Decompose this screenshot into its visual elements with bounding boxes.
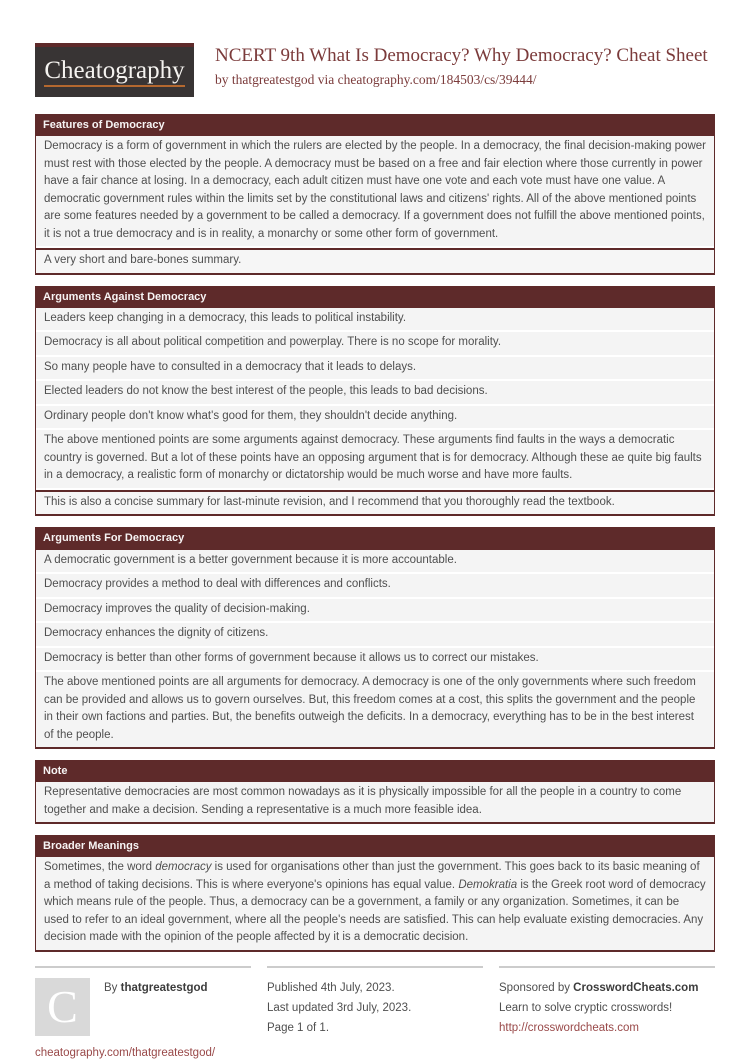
cheatography-logo-text: Cheatography	[44, 58, 184, 87]
card-row: Democracy enhances the dignity of citizens.	[36, 623, 714, 646]
card-row: Representative democracies are most common nowadays as it is physically impossible for all the people in a country to come together and make a decision. Sending a representative is a much more feasible idea.	[36, 782, 714, 822]
card-row: A democratic government is a better government because it is more accountable.	[36, 550, 714, 573]
section-body	[35, 308, 715, 517]
card-note-row: A very short and bare-bones summary.	[36, 248, 714, 273]
card-row: Ordinary people don't know what's good for them, they shouldn't decide anything.	[36, 406, 714, 429]
section-header: Arguments For Democracy	[35, 527, 715, 549]
card-row: Elected leaders do not know the best interest of the people, this leads to bad decisions.	[36, 381, 714, 404]
card-row: Democracy is all about political competition and powerplay. There is no scope for morality.	[36, 332, 714, 355]
card-row: Democracy is better than other forms of government because it allows us to correct our mistakes.	[36, 648, 714, 671]
card-arguments-for-democracy	[35, 527, 715, 749]
cheatography-logo[interactable]	[35, 43, 194, 97]
header	[35, 43, 715, 97]
sheet-url-link[interactable]: cheatography.com/184503/cs/39444/	[337, 71, 537, 87]
sponsor-tagline: Learn to solve cryptic crosswords!	[499, 1001, 673, 1014]
footer-sponsor-col	[499, 966, 715, 1063]
card-features-of-democracy	[35, 114, 715, 275]
byline-prefix: by	[215, 71, 229, 87]
section-body	[35, 857, 715, 952]
card-note-row: This is also a concise summary for last-minute revision, and I recommend that you thoroughly read the textbook.	[36, 490, 714, 515]
byline	[215, 72, 708, 88]
author-link[interactable]: thatgreatestgod	[231, 71, 315, 87]
card-row: Leaders keep changing in a democracy, this leads to political instability.	[36, 308, 714, 331]
section-body	[35, 136, 715, 275]
card-row: Sometimes, the word democracy is used for organisations other than just the government. This goes back to its basic meaning of a method of taking decisions. This is where everyone's opinions has equal value. Demokratia is the Greek root word of democracy which means rule of the people. Thus, a democracy can be a government, a family or any organization. Sometimes, it can be used to refer to an ideal government, where all the people's needs are satisfied. This can help evaluate existing democracies. Any decision made with the opinion of the people affected by it is a democratic decision.	[36, 857, 714, 950]
page-number: Page 1 of 1.	[267, 1021, 330, 1034]
footer	[35, 966, 715, 1063]
section-header: Note	[35, 760, 715, 782]
cheatography-c-logo[interactable]	[35, 978, 90, 1036]
card-broader-meanings	[35, 835, 715, 952]
card-note	[35, 760, 715, 824]
footer-author-name: thatgreatestgod	[120, 981, 208, 994]
c-logo-letter: C	[47, 980, 78, 1032]
section-body	[35, 550, 715, 750]
author-profile-link[interactable]: cheatography.com/thatgreatestgod/	[35, 1046, 216, 1059]
card-row: Democracy improves the quality of decision-making.	[36, 599, 714, 622]
card-arguments-against-democracy	[35, 286, 715, 517]
card-row: The above mentioned points are some arguments against democracy. These arguments find faults in the ways a democratic country is governed. But a lot of these points have an opposing argument that is for democracy. Although these ae quite big faults in a democracy, a realistic form of monarchy or dictatorship would be much worse and have more faults.	[36, 430, 714, 488]
section-header: Arguments Against Democracy	[35, 286, 715, 308]
card-row: Democracy provides a method to deal with differences and conflicts.	[36, 574, 714, 597]
section-body	[35, 782, 715, 824]
sections-container	[35, 114, 715, 952]
card-row: The above mentioned points are all arguments for democracy. A democracy is one of the only governments where such freedom can be provided and allows us to govern ourselves. But, this freedom comes at a cost, this splits the government and the people in their own factions and parties. But, the benefits outweigh the deficits. In a democracy, everything has to be in the best interest of the people.	[36, 672, 714, 747]
card-row: Democracy is a form of government in which the rulers are elected by the people. In a democracy, the final decision-making power must rest with those elected by the people. A democracy must be based on a free and fair election where those currently in power have a fair chance at losing. In a democracy, each adult citizen must have one vote and each vote must have one value. A democratic government rules within the limits set by the constitutional laws and citizens' rights. All of the above mentioned points are some features needed by a government to be called a democracy. If a government does not fulfill the above mentioned points, it is not a true democracy and is in reality, a monarchy or some other form of government.	[36, 136, 714, 246]
sponsor-link[interactable]: http://crosswordcheats.com	[499, 1021, 639, 1034]
sponsor-line	[499, 978, 715, 998]
footer-author-prefix: By	[104, 981, 118, 994]
footer-author	[104, 978, 208, 998]
footer-author-col	[35, 966, 251, 1063]
updated-date: Last updated 3rd July, 2023.	[267, 1001, 412, 1014]
footer-author-row	[35, 978, 251, 1036]
page-title: NCERT 9th What Is Democracy? Why Democracy? Cheat Sheet	[215, 45, 708, 66]
sponsor-name: CrosswordCheats.com	[573, 981, 699, 994]
sponsor-prefix: Sponsored by	[499, 981, 570, 994]
title-block	[215, 43, 708, 88]
card-row: So many people have to consulted in a democracy that it leads to delays.	[36, 357, 714, 380]
byline-via: via	[317, 71, 335, 87]
section-header: Features of Democracy	[35, 114, 715, 136]
section-header: Broader Meanings	[35, 835, 715, 857]
footer-meta-col	[267, 966, 483, 1063]
published-date: Published 4th July, 2023.	[267, 981, 395, 994]
